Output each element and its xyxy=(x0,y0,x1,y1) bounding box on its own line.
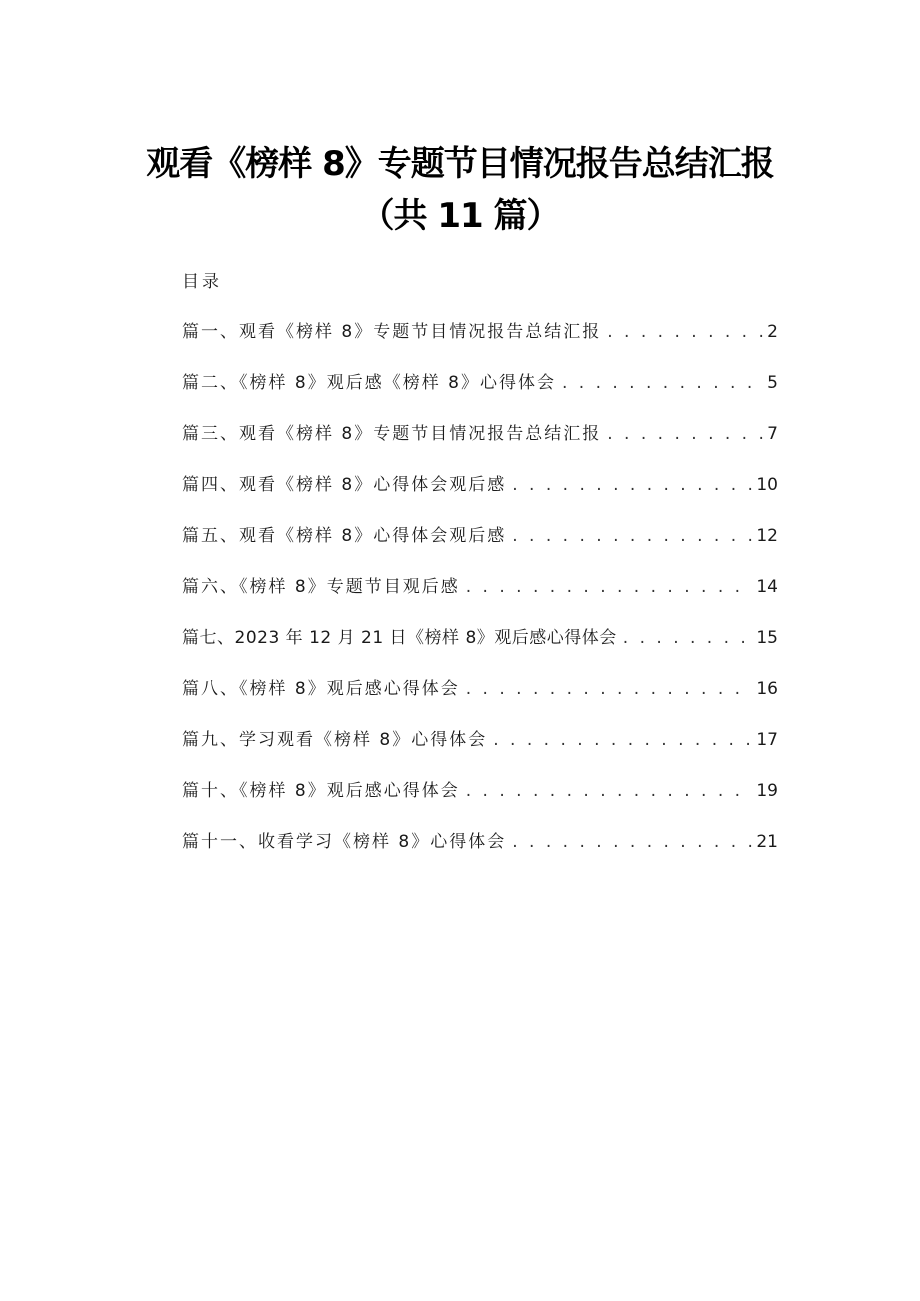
toc-page-number: 2 xyxy=(767,322,778,342)
toc-entry-text: 篇六、《榜样 8》专题节目观后感 xyxy=(182,577,460,597)
toc-entry-text: 篇七、2023 年 12 月 21 日《榜样 8》观后感心得体会 xyxy=(182,628,617,648)
toc-entry-text: 篇五、观看《榜样 8》心得体会观后感 xyxy=(182,526,507,546)
toc-entry-text: 篇八、《榜样 8》观后感心得体会 xyxy=(182,679,460,699)
toc-page-number: 19 xyxy=(756,781,778,801)
toc-page-number: 14 xyxy=(756,577,778,597)
toc-dot-leader xyxy=(607,421,763,447)
toc-entry-8[interactable] xyxy=(182,676,778,727)
toc-entry-5[interactable] xyxy=(182,523,778,574)
toc-page-number: 12 xyxy=(756,526,778,546)
toc-page-number: 7 xyxy=(767,424,778,444)
toc-page-number: 10 xyxy=(756,475,778,495)
toc-entry-10[interactable] xyxy=(182,778,778,829)
document-title xyxy=(0,138,920,242)
toc-entry-9[interactable] xyxy=(182,727,778,778)
toc-dot-leader xyxy=(493,727,752,753)
toc-entry-text: 篇一、观看《榜样 8》专题节目情况报告总结汇报 xyxy=(182,322,602,342)
title-line-1: 观看《榜样 8》专题节目情况报告总结汇报 xyxy=(146,144,774,184)
toc-entry-7[interactable] xyxy=(182,625,778,676)
toc-entry-6[interactable] xyxy=(182,574,778,625)
toc-dot-leader xyxy=(607,319,763,345)
table-of-contents xyxy=(182,319,778,880)
toc-dot-leader xyxy=(562,370,763,396)
toc-page-number: 21 xyxy=(756,832,778,852)
toc-page-number: 17 xyxy=(756,730,778,750)
toc-heading: 目录 xyxy=(182,272,222,292)
toc-dot-leader xyxy=(623,625,753,651)
toc-dot-leader xyxy=(466,676,753,702)
toc-page-number: 15 xyxy=(756,628,778,648)
toc-dot-leader xyxy=(466,778,753,804)
toc-entry-11[interactable] xyxy=(182,829,778,880)
toc-entry-4[interactable] xyxy=(182,472,778,523)
toc-entry-text: 篇二、《榜样 8》观后感《榜样 8》心得体会 xyxy=(182,373,556,393)
toc-page-number: 5 xyxy=(767,373,778,393)
toc-entry-text: 篇十、《榜样 8》观后感心得体会 xyxy=(182,781,460,801)
toc-entry-text: 篇九、学习观看《榜样 8》心得体会 xyxy=(182,730,488,750)
toc-dot-leader xyxy=(512,523,752,549)
toc-entry-2[interactable] xyxy=(182,370,778,421)
toc-entry-text: 篇三、观看《榜样 8》专题节目情况报告总结汇报 xyxy=(182,424,602,444)
toc-entry-1[interactable] xyxy=(182,319,778,370)
toc-entry-text: 篇四、观看《榜样 8》心得体会观后感 xyxy=(182,475,507,495)
title-line-2: （共 11 篇） xyxy=(360,196,560,236)
toc-entry-3[interactable] xyxy=(182,421,778,472)
toc-dot-leader xyxy=(512,472,752,498)
toc-page-number: 16 xyxy=(756,679,778,699)
toc-entry-text: 篇十一、收看学习《榜样 8》心得体会 xyxy=(182,832,507,852)
toc-dot-leader xyxy=(512,829,752,855)
toc-dot-leader xyxy=(466,574,753,600)
